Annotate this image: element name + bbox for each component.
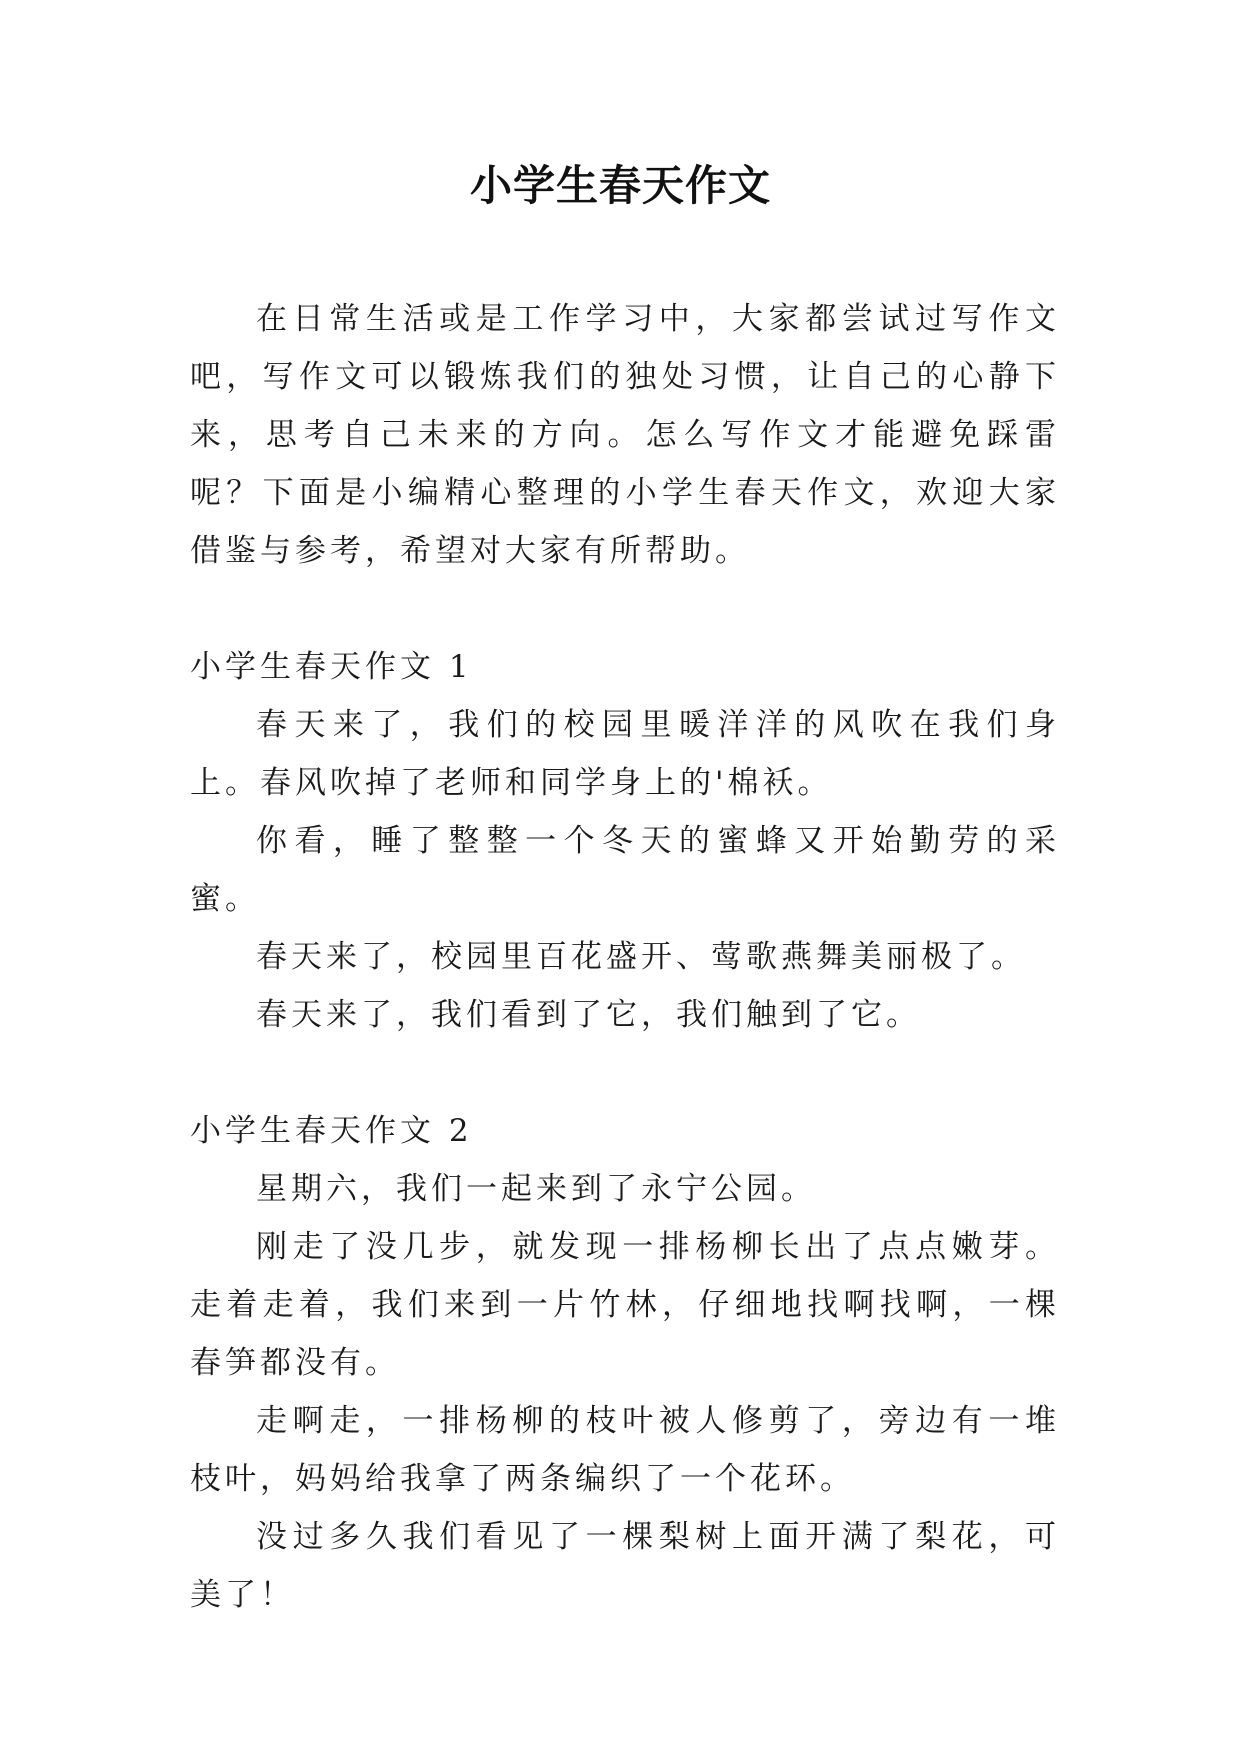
section-spacer: [190, 1044, 1060, 1102]
section-1-paragraph: 你看，睡了整整一个冬天的蜜蜂又开始勤劳的采蜜。: [190, 823, 1060, 917]
section-2-paragraph: 没过多久我们看见了一棵梨树上面开满了梨花，可美了！: [190, 1519, 1060, 1613]
section-2-paragraph: 星期六，我们一起来到了永宁公园。: [256, 1171, 816, 1207]
section-heading-2: 小学生春天作文 2: [190, 1113, 473, 1149]
section-1-paragraph: 春天来了，我们看到了它，我们触到了它。: [256, 997, 921, 1033]
section-1-paragraph: 春天来了，我们的校园里暖洋洋的风吹在我们身上。春风吹掉了老师和同学身上的'棉袄。: [190, 707, 1060, 801]
intro-paragraph: 在日常生活或是工作学习中，大家都尝试过写作文吧，写作文可以锻炼我们的独处习惯，让自己的心静下来，思考自己未来的方向。怎么写作文才能避免踩雷呢？下面是小编精心整理的小学生春天作文，欢迎大家借鉴与参考，希望对大家有所帮助。: [190, 301, 1060, 569]
section-2-paragraph: 走啊走，一排杨柳的枝叶被人修剪了，旁边有一堆枝叶，妈妈给我拿了两条编织了一个花环。: [190, 1403, 1060, 1497]
section-2-paragraph: 刚走了没几步，就发现一排杨柳长出了点点嫩芽。走着走着，我们来到一片竹林，仔细地找啊找啊，一棵春笋都没有。: [190, 1229, 1060, 1381]
section-1-paragraph: 春天来了，校园里百花盛开、莺歌燕舞美丽极了。: [256, 939, 1026, 975]
section-heading-1: 小学生春天作文 1: [190, 649, 473, 685]
document-title: 小学生春天作文: [469, 161, 771, 210]
document-body: [190, 290, 1060, 1624]
section-spacer: [190, 580, 1060, 638]
